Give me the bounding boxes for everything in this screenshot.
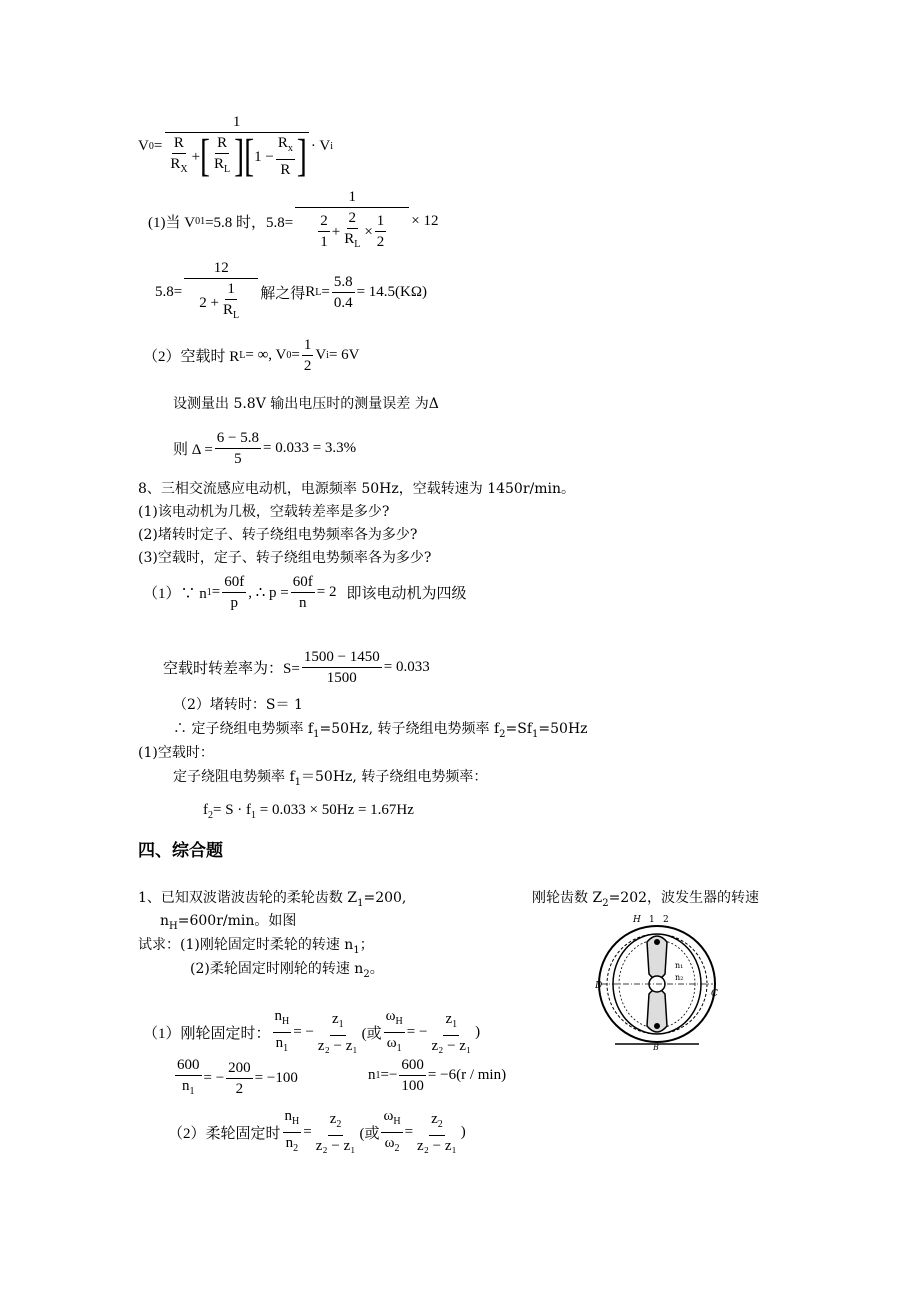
formula-error: 则 Δ = $\frac{6 - 5.8}{5}$ = 0.033 = 3.3% xyxy=(173,430,357,467)
label-H: H xyxy=(633,915,641,925)
answer-locked-freq: ∴ 定子绕组电势频率 $f_1=50Hz$, 转子绕组电势频率 $f_2=Sf_1=50Hz$ xyxy=(173,721,588,740)
solution-flex-fixed: （2）柔轮固定时 $\frac{n_H}{n_2}$ = $\frac{z_2}{\text{z₂ − z₁}}$ (或 $\frac{\omega_H}{\omega_2}$ = $\frac{z_2}{\text{z₂ − z₁}}$ ) xyxy=(168,1108,466,1154)
section-heading: 四、综合题 xyxy=(138,841,223,861)
label-2: 2 xyxy=(663,915,669,925)
question-1-line1b: 刚轮齿数 $Z_2=202$，波发生器的转速 xyxy=(532,890,760,909)
question-8-part3: (3)空载时，定子、转子绕组电势频率各为多少? xyxy=(138,550,432,566)
label-C: C xyxy=(711,989,718,999)
label-D: D xyxy=(595,981,603,991)
answer-slip: 空载时转差率为：S= $\frac{1500 - 1450}{1500}$ = 0.033 xyxy=(163,649,430,686)
answer-noload-label: (1)空载时： xyxy=(138,745,214,761)
roller-top xyxy=(654,939,660,945)
solution-numeric-left: $\frac{600}{n_1}$ = − $\frac{200}{2}$ = −100 xyxy=(177,1057,298,1097)
question-8-title: 8、三相交流感应电动机，电源频率 50Hz，空载转速为 1450r/min。 xyxy=(138,481,576,497)
solution-rigid-fixed: （1）刚轮固定时： $\frac{n_H}{n_1}$ = − $\frac{z_1}{\text{z₂ − z₁}}$ (或 $\frac{\omega_H}{\omega_1}$ = − $\frac{z_1}{\text{z₂ − z₁}}$ ) xyxy=(143,1008,481,1054)
error-statement: 设测量出 5.8V 输出电压时的测量误差 为Δ xyxy=(173,396,439,412)
answer-rotor-freq: $f_2= S \cdot f_1 = 0.033 \times 50Hz = 1.67Hz$ xyxy=(203,802,414,821)
label-1: 1 xyxy=(649,915,655,925)
v0-fraction: 1 $\frac{R}{R_X}$ + [ $\frac{R}{R_L}$ ][ 1 − $\frac{R_x}{R}$ ] xyxy=(164,112,309,180)
question-8-part2: (2)堵转时定子、转子绕组电势频率各为多少? xyxy=(138,527,418,543)
label-n1: n₁ xyxy=(675,961,684,970)
formula-v0: V 0 = 1 $\frac{R}{R_X}$ + [ $\frac{R}{R_L}$ ][ 1 − $\frac{R_x}{R}$ ] · V i xyxy=(138,114,333,181)
formula-noload: （2）空载时 R L = ∞, V 0 = $\frac{1}{2}$ V i = 6V xyxy=(143,337,360,374)
question-1-ask2: (2)柔轮固定时刚轮的转速 $n_2$。 xyxy=(190,961,384,980)
question-1-line1a: 1、已知双波谐波齿轮的柔轮齿数 $Z_1=200$, xyxy=(138,890,407,909)
harmonic-gear-figure xyxy=(595,912,720,1052)
question-1-line2: $n_H=600r/\min$。如图 xyxy=(160,913,297,932)
solution-numeric-right: n 1 =− $\frac{600}{100}$ = −6(r / min) xyxy=(368,1057,507,1094)
roller-bottom xyxy=(654,1023,660,1029)
label-n2: n₂ xyxy=(675,973,684,982)
answer-locked: （2）堵转时：S＝ 1 xyxy=(173,697,303,713)
answer-poles: （1）∵ n 1 = $\frac{60f}{p}$ , ∴ p = $\frac{60f}{n}$ = 2 即该电动机为四级 xyxy=(143,574,467,611)
label-B: B xyxy=(653,1043,659,1052)
question-8-part1: (1)该电动机为几极，空载转差率是多少? xyxy=(138,504,390,520)
answer-noload-freq: 定子绕阻电势频率 $f_1=50Hz$, 转子绕组电势频率： xyxy=(173,769,488,788)
formula-solve-rl: 5.8= 12 2 + $\frac{1}{R_L}$ 解之得 R L = $\frac{5.8}{0.4}$ = 14.5(KΩ) xyxy=(155,260,428,321)
question-1-ask1: 试求：(1)刚轮固定时柔轮的转速 $n_1$； xyxy=(138,937,374,956)
formula-case1: (1)当 V 01 =5.8 时，5.8= 1 $\frac{2}{1}$ + $\frac{2}{R_L}$ × $\frac{1}{2}$ × 12 xyxy=(148,189,439,250)
